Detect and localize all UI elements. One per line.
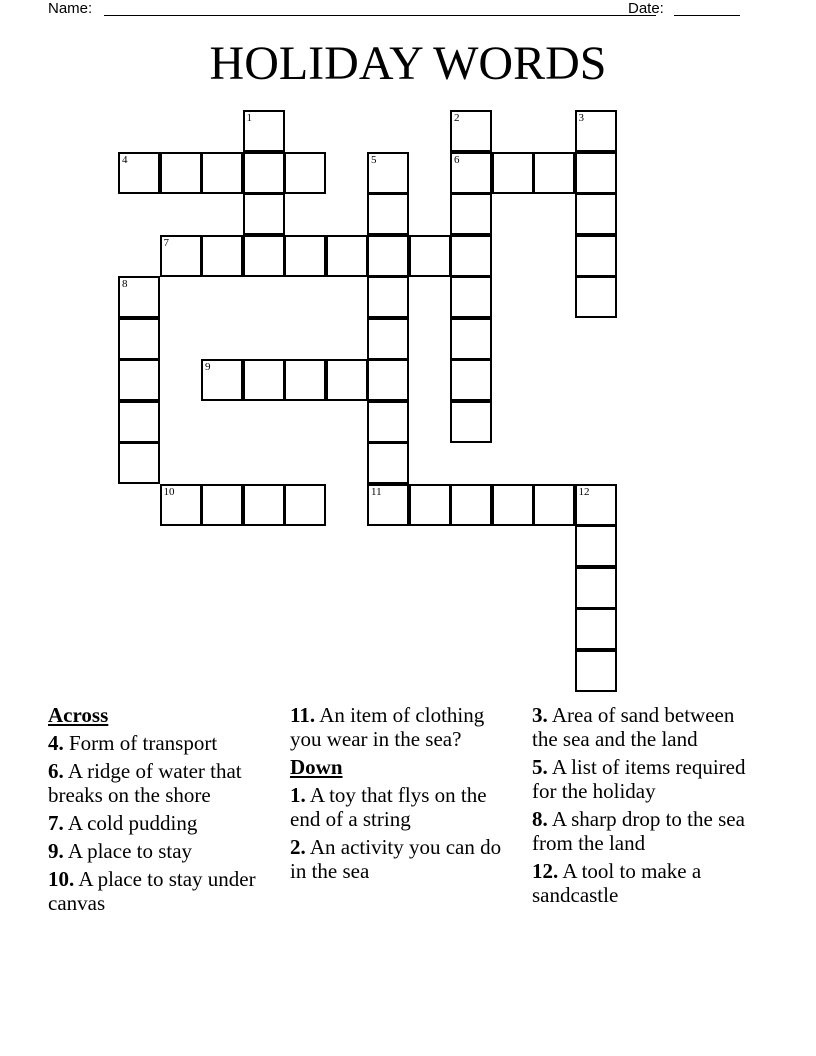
crossword-cell[interactable] [409,484,451,526]
crossword-cell[interactable] [575,525,617,567]
clue-number: 2. [290,835,306,859]
crossword-cell[interactable] [575,152,617,194]
crossword-cell[interactable] [575,276,617,318]
crossword-cell[interactable] [201,359,243,401]
clues-column-3 [532,703,752,911]
crossword-cell[interactable] [118,152,160,194]
cell-number: 2 [454,112,460,124]
crossword-cell[interactable] [201,484,243,526]
cell-number: 9 [205,361,211,373]
crossword-cell[interactable] [575,608,617,650]
crossword-cell[interactable] [160,484,202,526]
clue-text: Area of sand between the sea and the land [532,703,735,751]
clues-column-1 [48,703,260,919]
clue-across-4 [48,731,260,755]
crossword-cell[interactable] [160,152,202,194]
clue-text: A sharp drop to the sea from the land [532,807,745,855]
clue-number: 6. [48,759,64,783]
clue-number: 8. [532,807,548,831]
crossword-cell[interactable] [367,318,409,360]
crossword-cell[interactable] [575,567,617,609]
clue-text: An activity you can do in the sea [290,835,502,883]
crossword-cell[interactable] [243,152,285,194]
crossword-cell[interactable] [450,110,492,152]
clue-down-5 [532,755,752,803]
crossword-cell[interactable] [243,359,285,401]
clue-text: A place to stay [67,839,193,863]
cell-number: 7 [163,236,169,249]
crossword-cell[interactable] [492,484,534,526]
crossword-cell[interactable] [367,401,409,443]
clue-across-9 [48,839,260,863]
cell-number: 8 [122,278,128,290]
clue-down-2 [290,835,510,883]
clue-across-7 [48,811,260,835]
page-title: HOLIDAY WORDS [209,37,607,90]
clue-number: 5. [532,755,548,779]
clue-across-10 [48,867,260,915]
crossword-cell[interactable] [243,484,285,526]
clue-text: A place to stay under canvas [48,867,256,915]
clue-number: 9. [48,839,64,863]
clue-text: A list of items required for the holiday [532,755,746,803]
clue-number: 10. [48,867,75,891]
crossword-cell[interactable] [450,193,492,235]
crossword-cell[interactable] [284,359,326,401]
clue-number: 11. [290,703,316,727]
cell-number: 1 [246,112,252,124]
crossword-cell[interactable] [492,152,534,194]
crossword-cell[interactable] [409,235,451,277]
cell-number: 11 [371,485,382,498]
clue-text: A cold pudding [67,811,198,835]
clue-down-12 [532,859,752,907]
crossword-cell[interactable] [243,235,285,277]
crossword-cell[interactable] [118,359,160,401]
clue-down-8 [532,807,752,855]
crossword-cell[interactable] [160,235,202,277]
crossword-cell[interactable] [118,442,160,484]
crossword-cell[interactable] [575,193,617,235]
cell-number: 12 [578,485,590,498]
crossword-cell[interactable] [284,235,326,277]
crossword-cell[interactable] [118,318,160,360]
crossword-cell[interactable] [367,235,409,277]
crossword-cell[interactable] [367,442,409,484]
cell-number: 5 [371,153,377,166]
crossword-cell[interactable] [118,276,160,318]
crossword-cell[interactable] [450,276,492,318]
crossword-cell[interactable] [450,401,492,443]
name-label: Name: [48,0,93,17]
crossword-cell[interactable] [367,359,409,401]
crossword-cell[interactable] [450,359,492,401]
crossword-cell[interactable] [450,318,492,360]
clue-number: 4. [48,731,64,755]
clue-text: A tool to make a sandcastle [532,859,702,907]
crossword-cell[interactable] [450,152,492,194]
crossword-cell[interactable] [575,235,617,277]
clue-across-11 [290,703,510,751]
crossword-cell[interactable] [284,152,326,194]
clue-number: 1. [290,783,306,807]
cell-number: 4 [122,153,128,166]
crossword-cell[interactable] [575,110,617,152]
clue-across-6 [48,759,260,807]
crossword-cell[interactable] [367,152,409,194]
crossword-cell[interactable] [243,110,285,152]
crossword-cell[interactable] [450,235,492,277]
crossword-cell[interactable] [326,235,368,277]
crossword-cell[interactable] [367,193,409,235]
clue-down-1 [290,783,510,831]
crossword-cell[interactable] [201,152,243,194]
crossword-cell[interactable] [367,276,409,318]
clue-text: Form of transport [69,731,218,755]
clues-column-2 [290,703,510,887]
down-heading: Down [290,755,343,779]
crossword-cell[interactable] [450,484,492,526]
crossword-cell[interactable] [201,235,243,277]
clue-text: An item of clothing you wear in the sea? [290,703,485,751]
cell-number: 3 [578,112,584,124]
crossword-cell[interactable] [326,359,368,401]
across-heading: Across [48,703,109,727]
clue-text: A ridge of water that breaks on the shore [48,759,242,807]
clue-text: A toy that flys on the end of a string [290,783,487,831]
clue-number: 3. [532,703,548,727]
cell-number: 10 [163,485,175,498]
clue-down-3 [532,703,752,751]
crossword-cell[interactable] [575,650,617,692]
crossword-cell[interactable] [118,401,160,443]
crossword-cell[interactable] [284,484,326,526]
crossword-cell[interactable] [243,193,285,235]
clue-number: 7. [48,811,64,835]
clue-number: 12. [532,859,559,883]
crossword-cell[interactable] [533,152,575,194]
date-label: Date: [628,0,664,17]
crossword-cell[interactable] [575,484,617,526]
cell-number: 6 [454,153,460,166]
crossword-cell[interactable] [533,484,575,526]
crossword-cell[interactable] [367,484,409,526]
